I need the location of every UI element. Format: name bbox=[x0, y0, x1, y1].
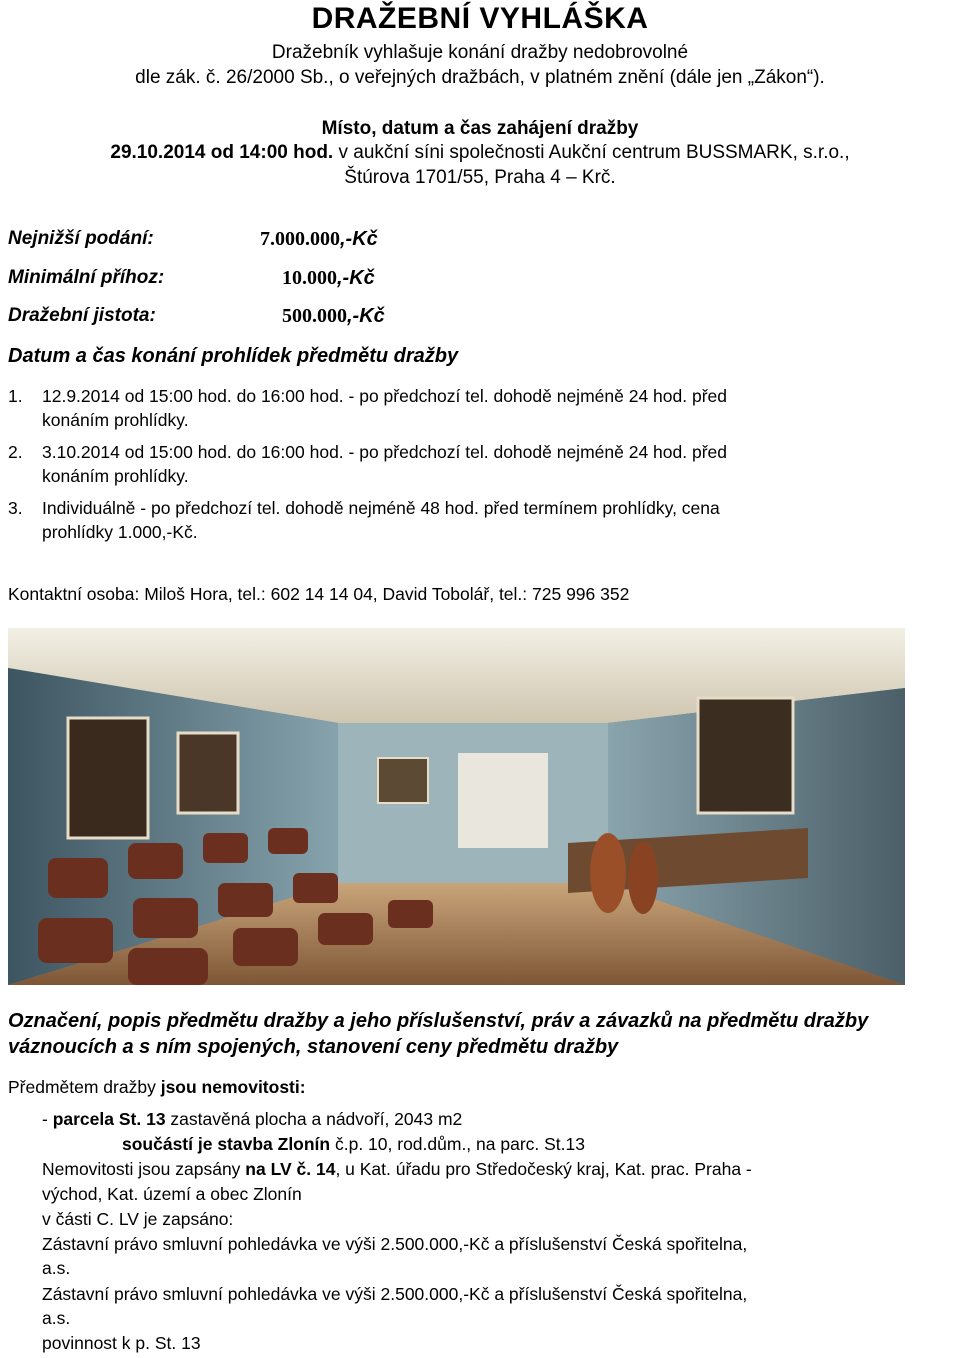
parcel-dash: - bbox=[42, 1109, 53, 1129]
subject-prefix: Předmětem dražby bbox=[8, 1077, 161, 1097]
intro-line-1: Dražebník vyhlašuje konání dražby nedobrovolné bbox=[271, 42, 689, 63]
lv-a: Nemovitosti jsou zapsány bbox=[42, 1159, 246, 1179]
page-title: DRAŽEBNÍ VYHLÁŠKA bbox=[311, 2, 649, 35]
lv-c: , u Kat. úřadu pro Středočeský kraj, Kat. prac. Praha - bbox=[335, 1159, 752, 1179]
fee-value-lowest-bid bbox=[260, 228, 378, 251]
parcel-bold: parcela St. 13 bbox=[52, 1109, 166, 1129]
parcel-line bbox=[42, 1107, 462, 1132]
parcel-rest: zastavěná plocha a nádvoří, 2043 m2 bbox=[165, 1109, 463, 1129]
lv-b: na LV č. 14 bbox=[245, 1159, 336, 1179]
fee-value-min-increment bbox=[282, 267, 375, 290]
building-line bbox=[122, 1132, 585, 1157]
building-bold: součástí je stavba Zlonín bbox=[122, 1134, 331, 1154]
subject-line bbox=[8, 1075, 306, 1100]
lien-2-line-2: a.s. bbox=[42, 1308, 71, 1328]
intro-line-2: dle zák. č. 26/2000 Sb., o veřejných dražbách, v platném znění (dále jen „Zákon“). bbox=[135, 67, 825, 88]
viewing-line: 3.10.2014 od 15:00 hod. do 16:00 hod. - po předchozí tel. dohodě nejméně 24 hod. před bbox=[42, 442, 727, 462]
fee-amount: 7.000.000 bbox=[260, 228, 340, 250]
lien-1-line-1: Zástavní právo smluvní pohledávka ve výši 2.500.000,-Kč a příslušenství Česká spořitelna, bbox=[42, 1234, 748, 1254]
lv-line-2: východ, Kat. území a obec Zlonín bbox=[42, 1184, 302, 1204]
viewing-num: 2. bbox=[8, 442, 23, 462]
auction-hall-photo bbox=[8, 628, 905, 985]
place-venue: v aukční síni společnosti Aukční centrum BUSSMARK, s.r.o., bbox=[333, 142, 850, 163]
subject-bold: jsou nemovitosti: bbox=[160, 1077, 306, 1097]
duty-line: povinnost k p. St. 13 bbox=[42, 1333, 201, 1353]
viewing-num: 3. bbox=[8, 498, 23, 518]
fee-label-deposit: Dražební jistota: bbox=[8, 305, 156, 326]
viewing-heading: Datum a čas konání prohlídek předmětu dražby bbox=[8, 345, 459, 367]
fee-amount: 500.000 bbox=[282, 305, 347, 327]
fee-value-deposit bbox=[282, 305, 385, 328]
subject-section-heading: Označení, popis předmětu dražby a jeho příslušenství, práv a závazků na předmětu dražby váznoucích a s ním spojených, stanovení ceny předmětu dražby bbox=[8, 1010, 869, 1058]
lien-1-line-2: a.s. bbox=[42, 1258, 71, 1278]
viewing-line: prohlídky 1.000,-Kč. bbox=[42, 522, 198, 542]
lv-line bbox=[42, 1157, 752, 1182]
fee-unit: ,-Kč bbox=[340, 228, 378, 250]
building-rest: č.p. 10, rod.dům., na parc. St.13 bbox=[330, 1134, 585, 1154]
fee-label-min-increment: Minimální příhoz: bbox=[8, 267, 165, 288]
viewing-line: 12.9.2014 od 15:00 hod. do 16:00 hod. - po předchozí tel. dohodě nejméně 24 hod. před bbox=[42, 386, 727, 406]
auction-hall-illustration bbox=[8, 628, 905, 985]
viewing-line: Individuálně - po předchozí tel. dohodě nejméně 48 hod. před termínem prohlídky, cena bbox=[42, 498, 720, 518]
lv-part-c: v části C. LV je zapsáno: bbox=[42, 1209, 234, 1229]
place-line bbox=[0, 140, 960, 165]
viewing-line: konáním prohlídky. bbox=[42, 410, 189, 430]
fee-unit: ,-Kč bbox=[347, 305, 385, 327]
place-heading: Místo, datum a čas zahájení dražby bbox=[321, 118, 639, 139]
place-address: Štúrova 1701/55, Praha 4 – Krč. bbox=[344, 167, 616, 188]
fee-label-lowest-bid: Nejnižší podání: bbox=[8, 228, 154, 249]
lien-2-line-1: Zástavní právo smluvní pohledávka ve výši 2.500.000,-Kč a příslušenství Česká spořitelna, bbox=[42, 1284, 748, 1304]
contact-line: Kontaktní osoba: Miloš Hora, tel.: 602 14 14 04, David Tobolář, tel.: 725 996 352 bbox=[8, 584, 630, 604]
viewing-line: konáním prohlídky. bbox=[42, 466, 189, 486]
fee-unit: ,-Kč bbox=[337, 267, 375, 289]
fee-amount: 10.000 bbox=[282, 267, 337, 289]
viewing-num: 1. bbox=[8, 386, 23, 406]
place-datetime: 29.10.2014 od 14:00 hod. bbox=[110, 142, 334, 163]
